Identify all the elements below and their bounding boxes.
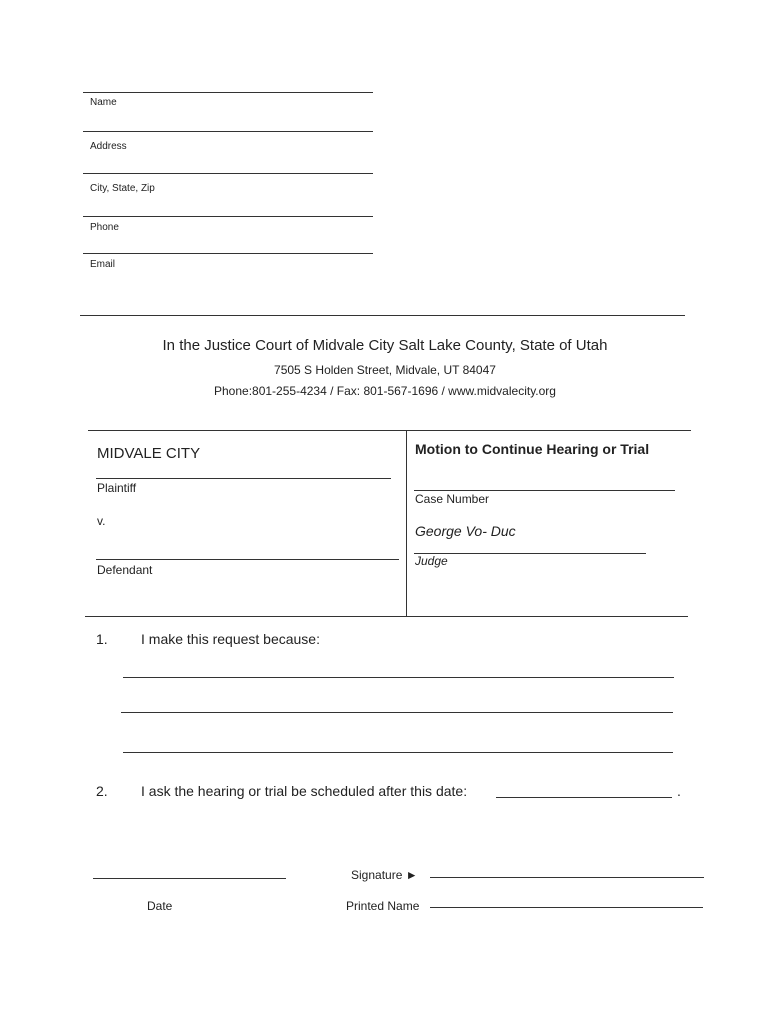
plaintiff-name: MIDVALE CITY [97,445,201,462]
signature-line[interactable] [430,877,704,878]
versus-label: v. [97,514,106,528]
caption-divider [406,430,407,616]
address-line[interactable] [83,131,373,132]
signature-label: Signature ► [351,868,418,882]
court-address: 7505 S Holden Street, Midvale, UT 84047 [274,363,496,377]
phone-line[interactable] [83,216,373,217]
item-2-number: 2. [96,783,108,799]
printed-name-label: Printed Name [346,899,420,913]
case-number-label: Case Number [415,492,490,506]
date-line[interactable] [93,878,286,879]
court-title: In the Justice Court of Midvale City Salt Lake County, State of Utah [162,337,608,354]
caption-top-border [88,430,691,431]
item-2-text: I ask the hearing or trial be scheduled after this date: [141,783,468,799]
city-state-zip-line[interactable] [83,173,373,174]
header-divider [80,315,685,316]
item-1-number: 1. [96,631,108,647]
email-label: Email [90,259,116,270]
judge-label: Judge [415,554,448,568]
judge-line [414,553,646,554]
item-2-end: . [677,783,681,799]
defendant-line[interactable] [96,559,399,560]
phone-label: Phone [90,222,119,233]
name-line[interactable] [83,92,373,93]
reschedule-date-line[interactable] [496,797,672,798]
address-label: Address [90,141,127,152]
date-label: Date [147,899,173,913]
email-line[interactable] [83,253,373,254]
plaintiff-line[interactable] [96,478,391,479]
reason-line-2[interactable] [121,712,673,713]
document-title: Motion to Continue Hearing or Trial [415,441,650,457]
plaintiff-label: Plaintiff [97,481,137,495]
city-state-zip-label: City, State, Zip [90,183,155,194]
printed-name-line[interactable] [430,907,703,908]
reason-line-1[interactable] [123,677,674,678]
caption-bottom-border [85,616,688,617]
judge-name: George Vo- Duc [415,523,516,539]
name-label: Name [90,97,117,108]
case-number-line[interactable] [414,490,675,491]
reason-line-3[interactable] [123,752,673,753]
court-contact: Phone:801-255-4234 / Fax: 801-567-1696 / www.midvalecity.org [214,384,556,398]
item-1-text: I make this request because: [141,631,320,647]
defendant-label: Defendant [97,563,153,577]
